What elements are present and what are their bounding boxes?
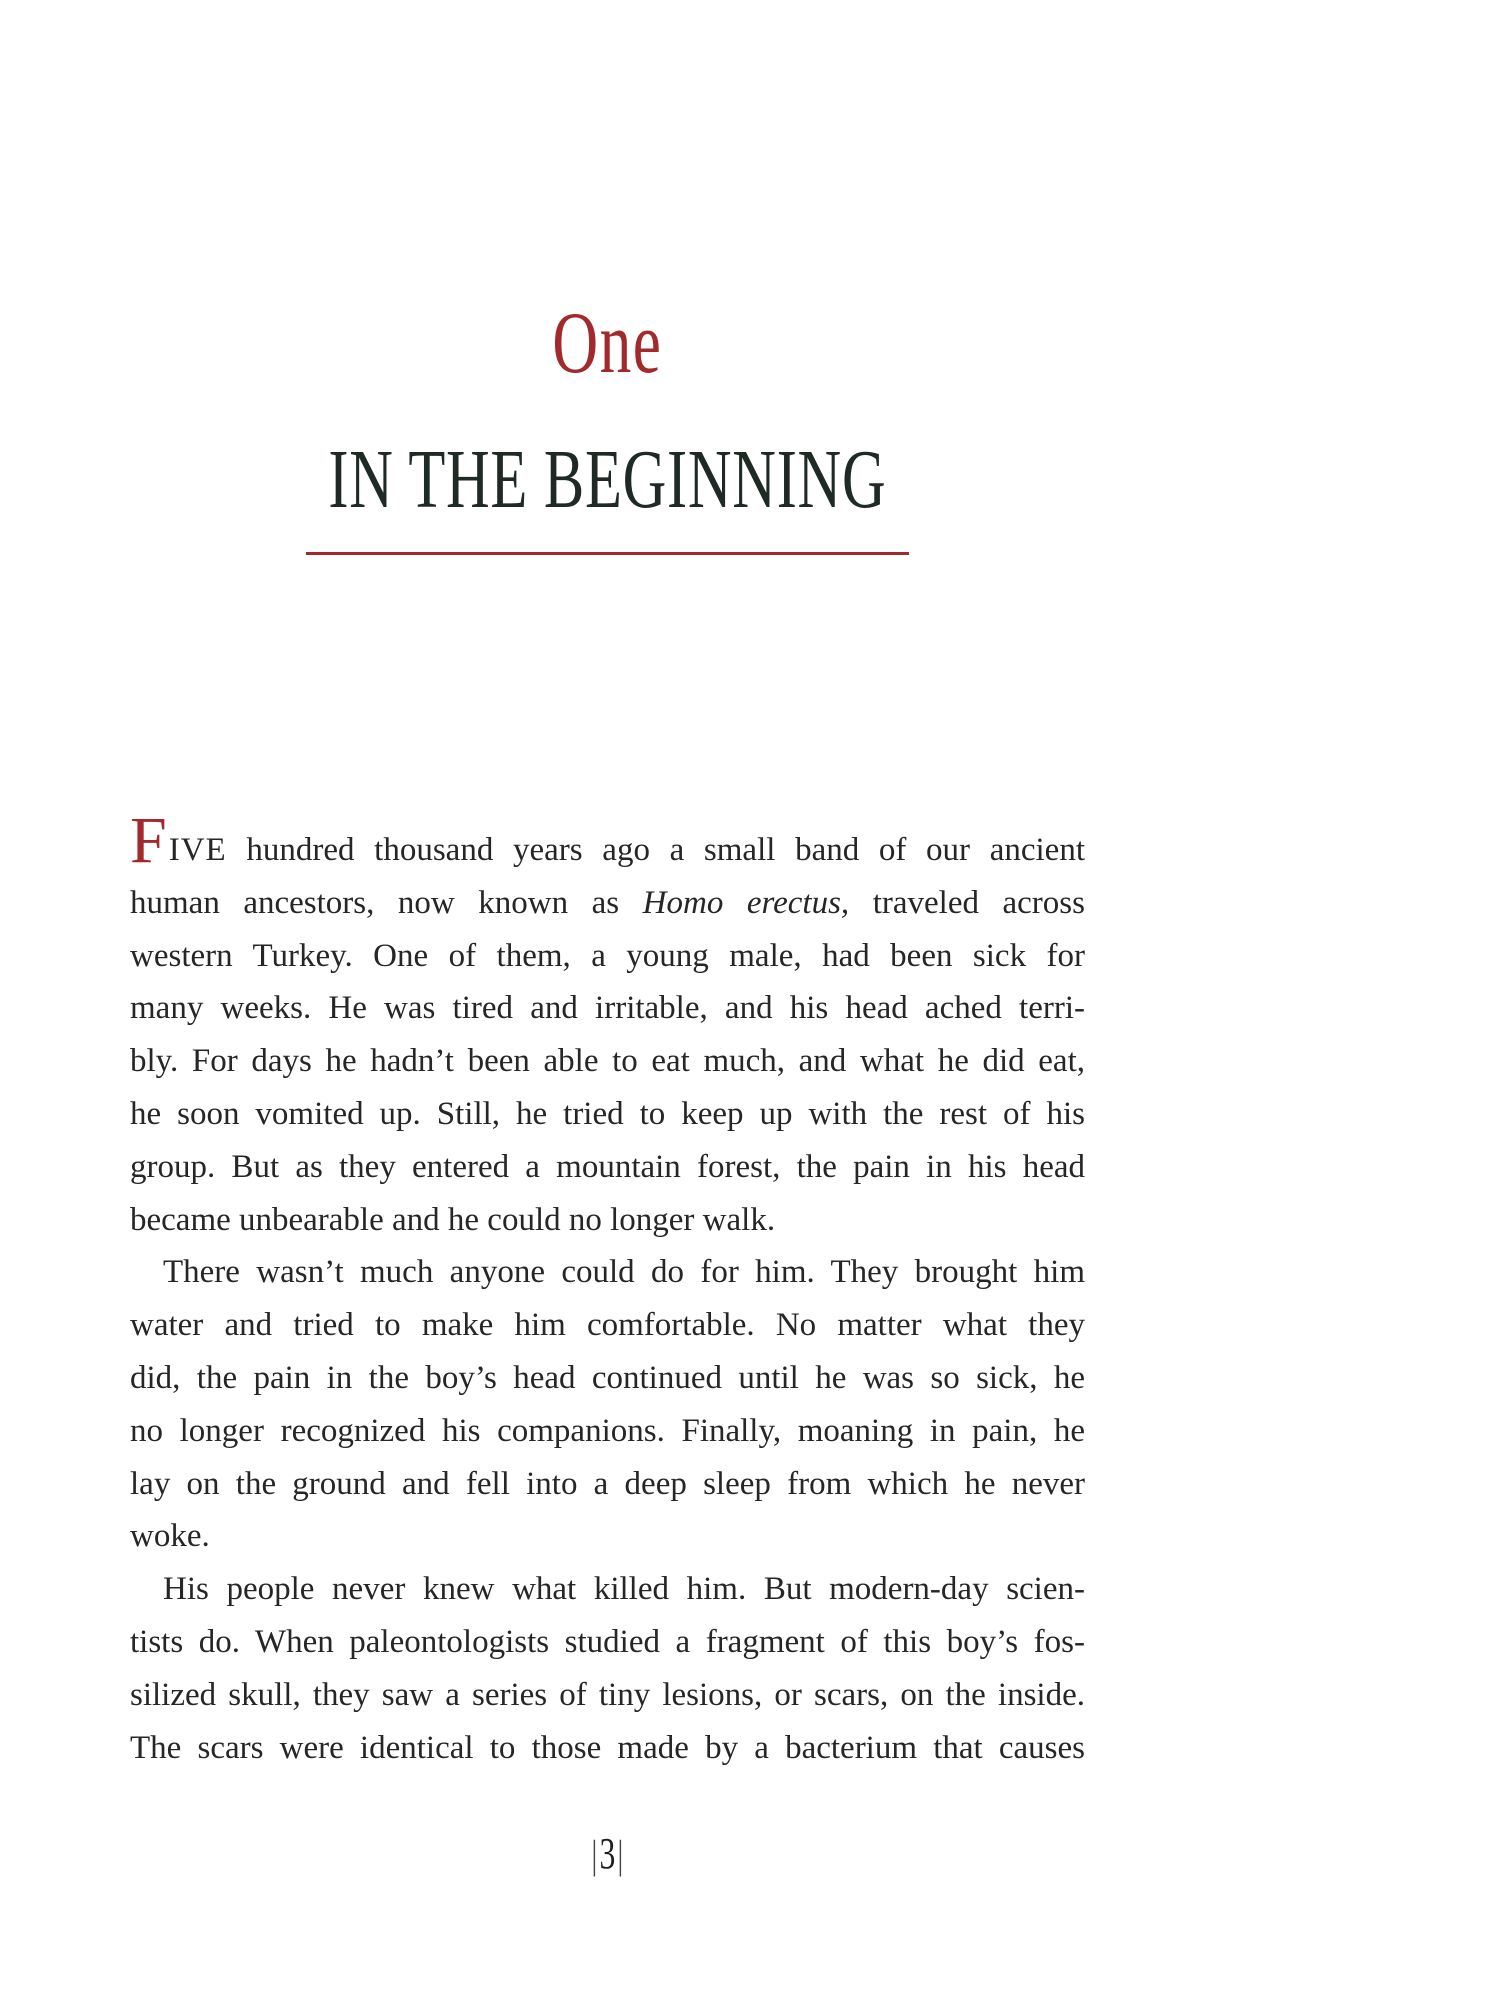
text-line: group. But as they entered a mountain forest, the pain in his head — [130, 1148, 1085, 1185]
chapter-number: One — [552, 295, 663, 392]
text-line — [130, 877, 1085, 930]
text-segment: hundred thousand years ago a small band of our ancient — [226, 832, 1085, 868]
paragraph-2 — [130, 1246, 1085, 1563]
text-line: no longer recognized his companions. Finally, moaning in pain, he — [130, 1412, 1085, 1449]
text-line: bly. For days he hadn’t been able to eat much, and what he did eat, — [130, 1043, 1085, 1080]
text-segment: human ancestors, now known as — [130, 884, 643, 921]
title-rule — [306, 552, 909, 555]
text-line — [130, 804, 1085, 877]
chapter-title: IN THE BEGINNING — [328, 433, 887, 526]
body-text — [130, 804, 1085, 1774]
text-line: water and tried to make him comfortable. No matter what they — [130, 1307, 1085, 1344]
text-line: western Turkey. One of them, a young male, had been sick for — [130, 937, 1085, 974]
page-number — [170, 1828, 1045, 1879]
text-line: he soon vomited up. Still, he tried to keep up with the rest of his — [130, 1095, 1085, 1132]
italic-species-name: Homo erectus, — [642, 884, 850, 921]
text-segment: traveled across — [849, 884, 1085, 921]
drop-cap: F — [130, 804, 167, 877]
paragraph-3 — [130, 1563, 1085, 1774]
folio-bar-right: | — [617, 1832, 624, 1877]
small-caps-word: IVE — [168, 832, 227, 868]
text-line: The scars were identical to those made by a bacterium that causes — [130, 1729, 1085, 1766]
folio-bar-left: | — [591, 1832, 598, 1877]
text-line: lay on the ground and fell into a deep sleep from which he never — [130, 1465, 1085, 1502]
page-number-value: 3 — [599, 1829, 616, 1878]
text-line: many weeks. He was tired and irritable, and his head ached terri- — [130, 990, 1085, 1027]
text-line: silized skull, they saw a series of tiny lesions, or scars, on the inside. — [130, 1676, 1085, 1713]
text-line: became unbearable and he could no longer walk. — [130, 1201, 776, 1238]
text-line: did, the pain in the boy’s head continued until he was so sick, he — [130, 1359, 1085, 1396]
text-line: There wasn’t much anyone could do for him. They brought him — [163, 1254, 1085, 1291]
text-line: His people never knew what killed him. But modern-day scien- — [163, 1571, 1085, 1608]
paragraph-1 — [130, 804, 1085, 1246]
text-line: tists do. When paleontologists studied a fragment of this boy’s fos- — [130, 1623, 1085, 1660]
text-line: woke. — [130, 1518, 210, 1555]
